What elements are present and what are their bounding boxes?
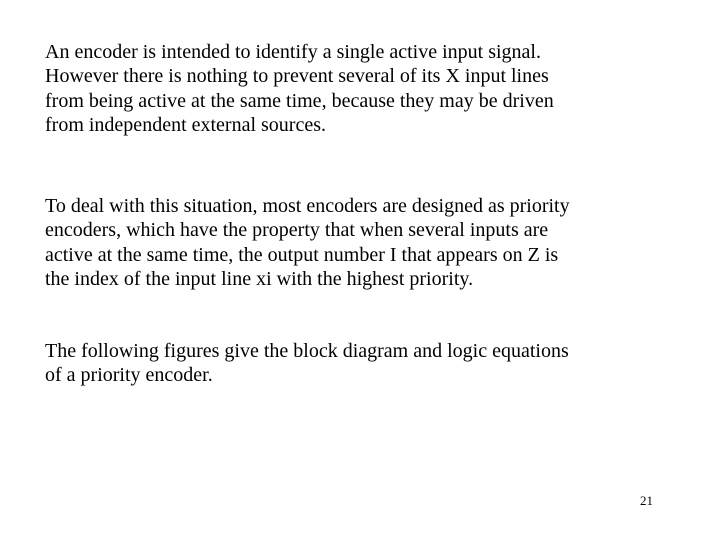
text-line: The following figures give the block diagram and logic equations [45, 340, 569, 362]
paragraph-following-figures [45, 339, 695, 388]
text-line: However there is nothing to prevent several of its X input lines [45, 65, 549, 88]
text-line: To deal with this situation, most encoders are designed as priority [45, 195, 570, 217]
text-line: encoders, which have the property that when several inputs are [45, 219, 549, 242]
text-line: of a priority encoder. [45, 364, 213, 387]
text-line: active at the same time, the output number I that appears on Z is [45, 243, 559, 266]
text-line: An encoder is intended to identify a single active input signal. [45, 41, 541, 63]
paragraph-priority-encoders [45, 194, 695, 291]
text-line: from independent external sources. [45, 113, 327, 136]
page-number: 21 [640, 493, 653, 508]
text-line: from being active at the same time, because they may be driven [45, 89, 554, 112]
text-line: the index of the input line xi with the highest priority. [45, 267, 474, 290]
paragraph-encoder-intro [45, 40, 695, 137]
